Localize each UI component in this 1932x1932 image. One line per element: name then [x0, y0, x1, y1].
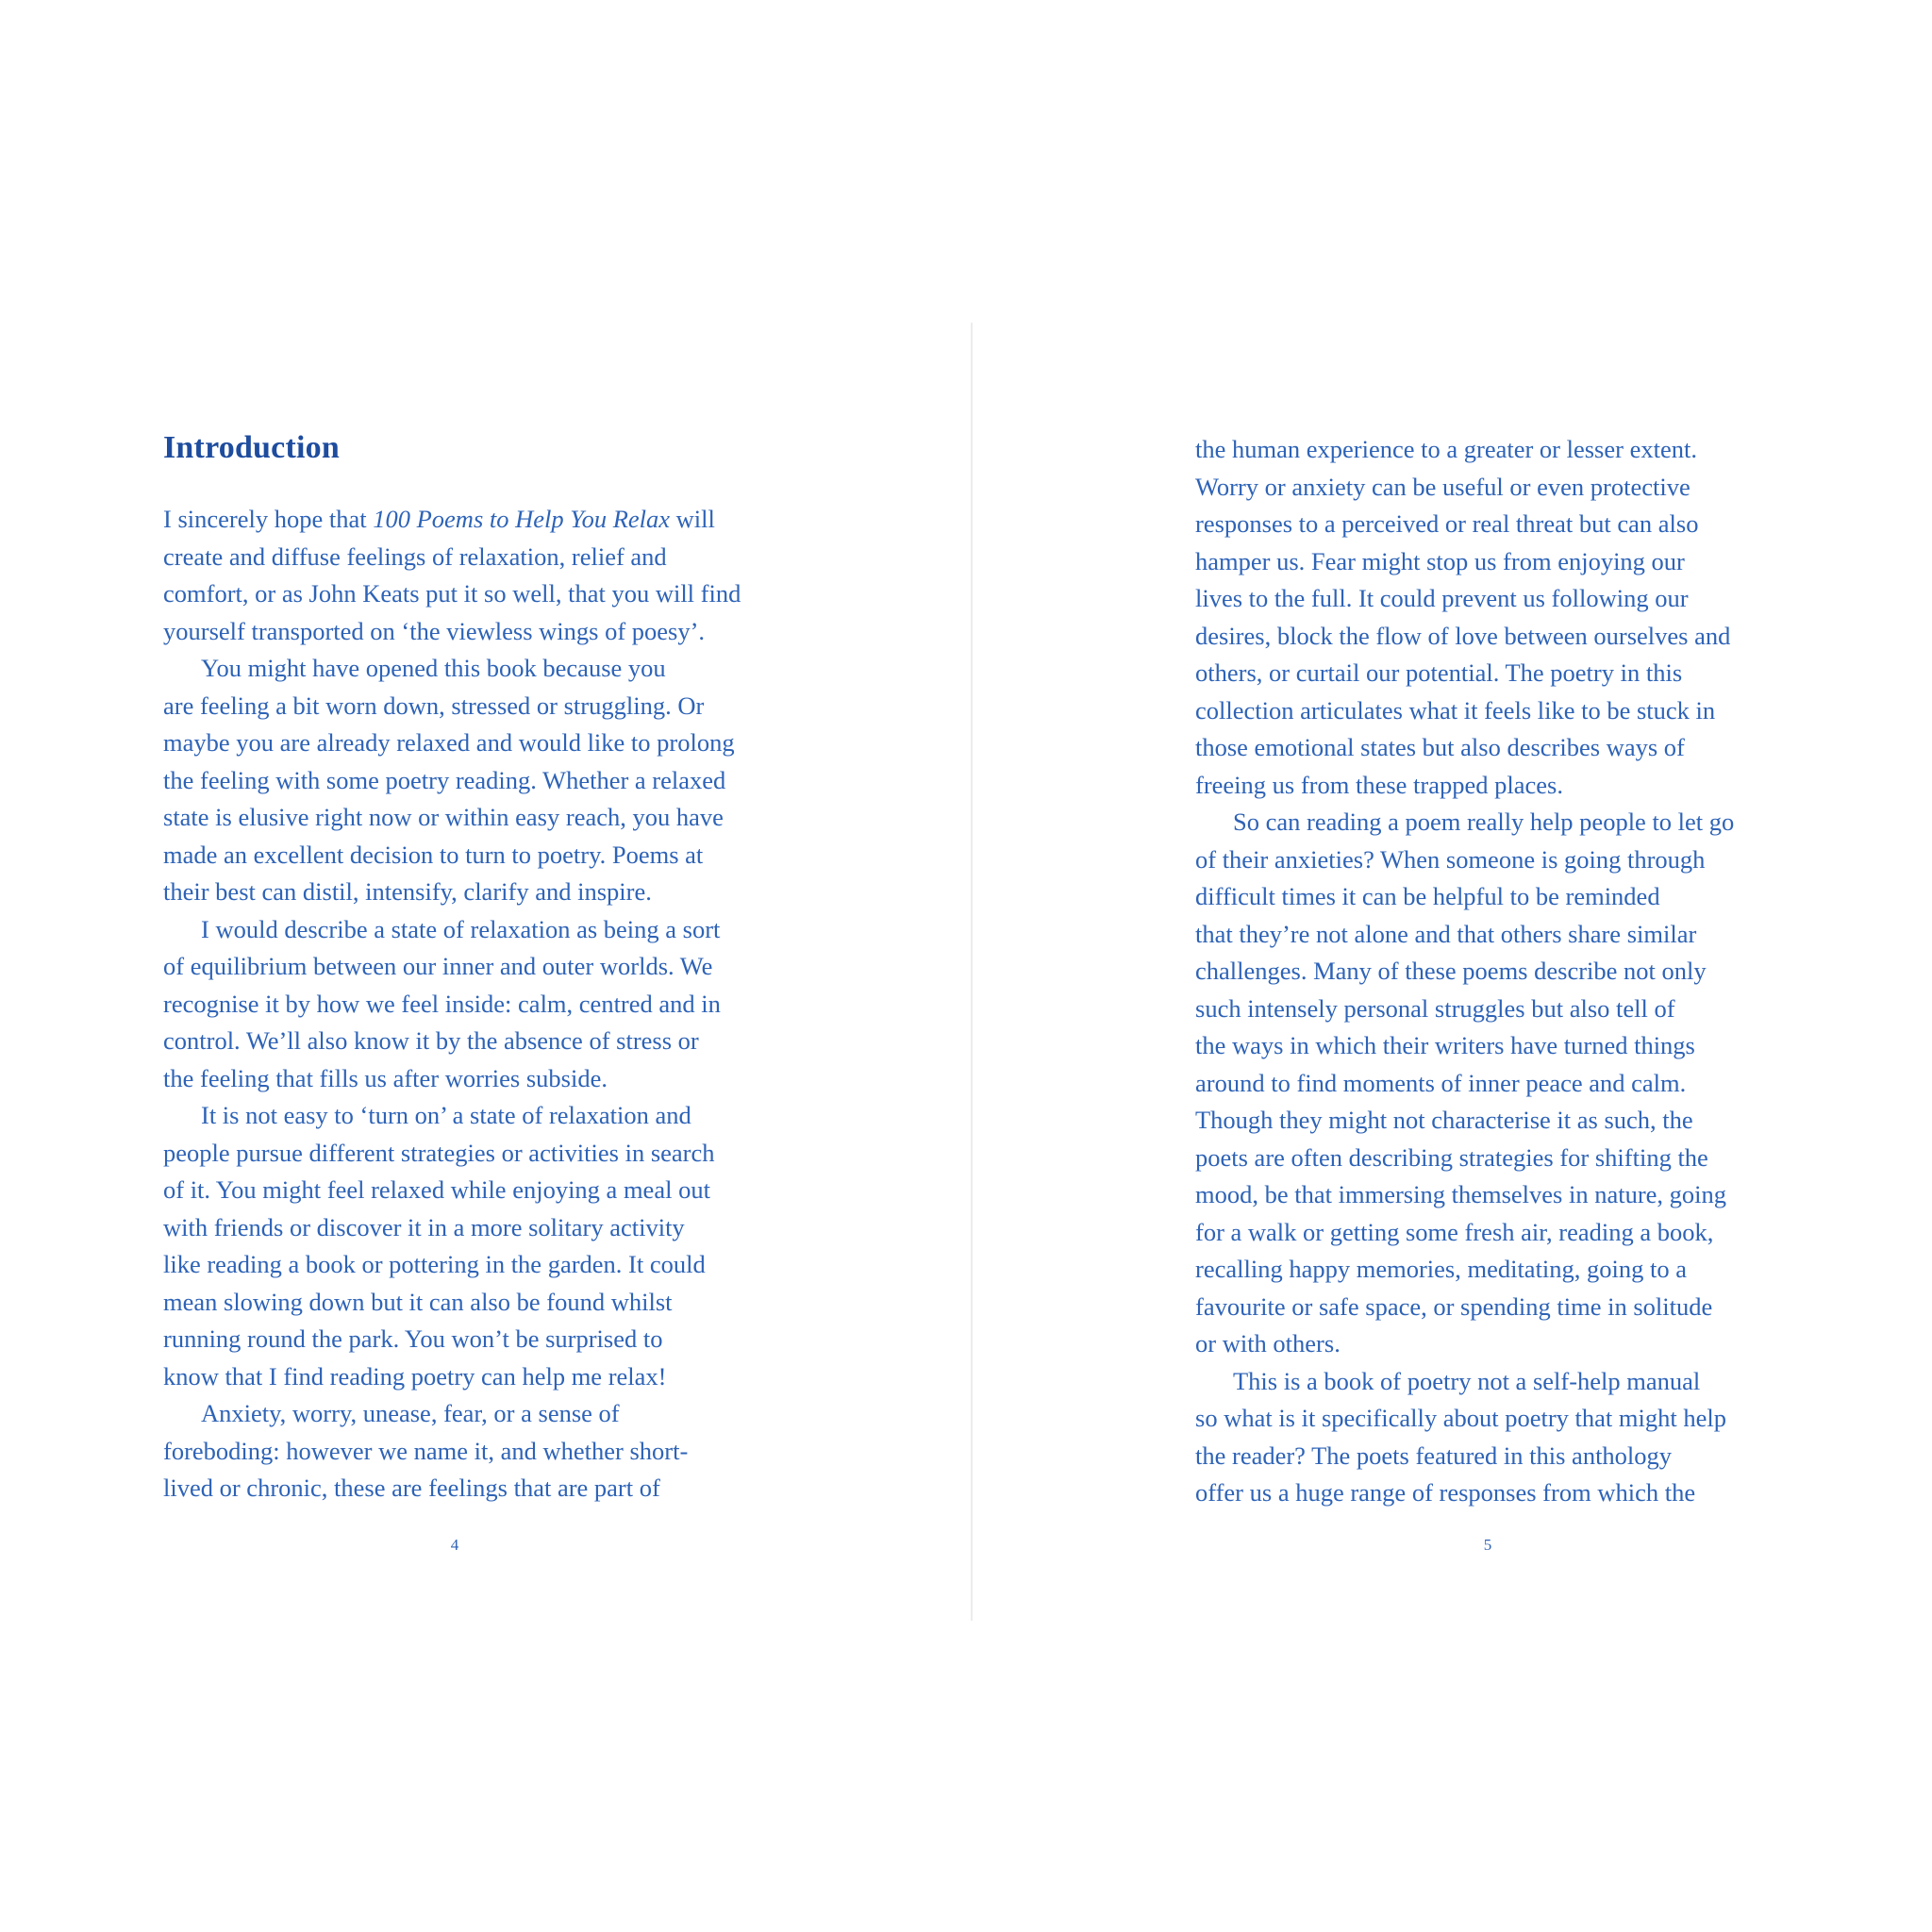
text-line: foreboding: however we name it, and whether short- [163, 1436, 689, 1465]
text-line: Anxiety, worry, unease, fear, or a sense of [201, 1399, 620, 1427]
chapter-heading: Introduction [163, 430, 340, 465]
text-run: will [670, 505, 715, 533]
text-line: control. We’ll also know it by the absence of stress or [163, 1026, 699, 1055]
text-line: know that I find reading poetry can help me relax! [163, 1361, 667, 1391]
text-line: Worry or anxiety can be useful or even protective [1195, 472, 1690, 501]
text-line: the ways in which their writers have turned things [1195, 1031, 1695, 1059]
text-line: around to find moments of inner peace and calm. [1195, 1068, 1687, 1097]
text-line: So can reading a poem really help people to let go [1233, 808, 1735, 836]
text-line: lived or chronic, these are feelings that are part of [163, 1474, 660, 1502]
text-line: mood, be that immersing themselves in nature, going [1195, 1180, 1727, 1208]
text-line: desires, block the flow of love between ourselves and [1195, 621, 1731, 650]
text-line: difficult times it can be helpful to be reminded [1195, 882, 1660, 910]
text-line: or with others. [1195, 1329, 1341, 1357]
page-number-left: 4 [450, 1536, 459, 1554]
text-line: running round the park. You won’t be surprised to [163, 1324, 663, 1353]
text-line: with friends or discover it in a more solitary activity [163, 1212, 685, 1241]
left-page [163, 429, 753, 1507]
text-line: the feeling that fills us after worries subside. [163, 1063, 608, 1092]
text-run: I sincerely hope that [163, 505, 374, 533]
text-line: poets are often describing strategies for shifting the [1195, 1142, 1708, 1172]
page-number-right: 5 [1483, 1536, 1492, 1554]
text-line: I would describe a state of relaxation as being a sort [201, 914, 721, 943]
right-page-body [1195, 431, 1790, 1512]
text-line: made an excellent decision to turn to poetry. Poems at [163, 840, 704, 869]
text-line: You might have opened this book because you [201, 654, 666, 682]
text-line: This is a book of poetry not a self-help manual [1233, 1366, 1701, 1395]
text-line: It is not easy to ‘turn on’ a state of relaxation and [201, 1101, 691, 1129]
left-page-body [163, 501, 753, 1507]
text-line: comfort, or as John Keats put it so well, that you will find [163, 579, 741, 608]
text-line: of their anxieties? When someone is going through [1195, 844, 1706, 874]
text-line: favourite or safe space, or spending time in solitude [1195, 1291, 1713, 1321]
text-line: freeing us from these trapped places. [1195, 770, 1563, 799]
text-line: of equilibrium between our inner and outer worlds. We [163, 952, 713, 980]
text-line: those emotional states but also describes ways of [1195, 733, 1685, 761]
text-line: like reading a book or pottering in the garden. It could [163, 1250, 706, 1278]
text-line: lives to the full. It could prevent us following our [1195, 584, 1689, 612]
text-line: Though they might not characterise it as such, the [1195, 1106, 1693, 1134]
text-line: recognise it by how we feel inside: calm, centred and in [163, 989, 721, 1018]
gutter-divider [971, 323, 973, 1621]
text-line: for a walk or getting some fresh air, reading a book, [1195, 1217, 1714, 1246]
text-line: state is elusive right now or within easy reach, you have [163, 803, 724, 831]
text-line: their best can distil, intensify, clarify and inspire. [163, 877, 652, 906]
text-line: of it. You might feel relaxed while enjoying a meal out [163, 1175, 710, 1204]
text-line: hamper us. Fear might stop us from enjoying our [1195, 546, 1685, 575]
book-title-italic: 100 Poems to Help You Relax [373, 505, 671, 533]
text-line: offer us a huge range of responses from which the [1195, 1478, 1696, 1507]
text-line: yourself transported on ‘the viewless wings of poesy’. [163, 616, 706, 645]
text-line: others, or curtail our potential. The poetry in this [1195, 658, 1683, 687]
right-page [1195, 431, 1790, 1512]
text-line: responses to a perceived or real threat but can also [1195, 509, 1699, 538]
text-line: the reader? The poets featured in this anthology [1195, 1441, 1673, 1470]
text-line: recalling happy memories, meditating, going to a [1195, 1255, 1688, 1283]
text-line [163, 501, 753, 539]
text-line: create and diffuse feelings of relaxation, relief and [163, 541, 667, 571]
text-line: mean slowing down but it can also be found whilst [163, 1287, 673, 1316]
text-line: challenges. Many of these poems describe not only [1195, 957, 1707, 985]
text-line: so what is it specifically about poetry that might help [1195, 1404, 1727, 1432]
text-line: the feeling with some poetry reading. Whether a relaxed [163, 765, 726, 794]
text-line: collection articulates what it feels like to be stuck in [1195, 695, 1716, 724]
text-line: maybe you are already relaxed and would like to prolong [163, 728, 735, 757]
text-line: the human experience to a greater or lesser extent. [1195, 435, 1697, 463]
text-line: are feeling a bit worn down, stressed or struggling. Or [163, 691, 705, 720]
text-line: people pursue different strategies or activities in search [163, 1138, 715, 1167]
text-line: such intensely personal struggles but also tell of [1195, 993, 1675, 1023]
text-line: that they’re not alone and that others share similar [1195, 919, 1697, 948]
